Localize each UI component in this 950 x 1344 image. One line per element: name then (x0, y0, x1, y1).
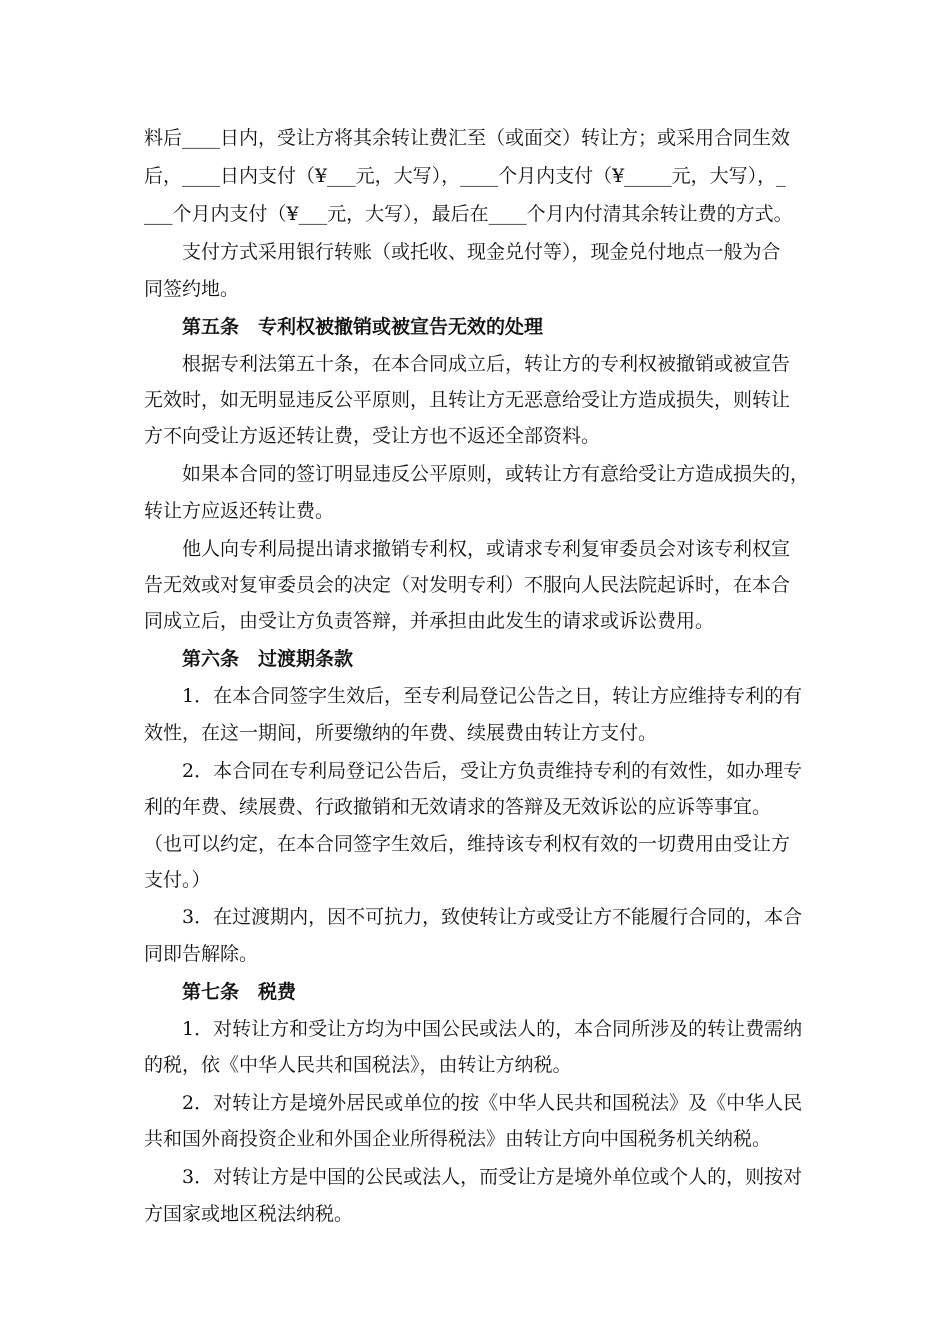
text-line: 的税，依《中华人民共和国税法》，由转让方纳税。 (144, 1054, 572, 1076)
text-line: 3．对转让方是中国的公民或法人，而受让方是境外单位或个人的，则按对 (182, 1166, 803, 1188)
text-line: 效性，在这一期间，所要缴纳的年费、续展费由转让方支付。 (144, 722, 658, 744)
text-line: 方不向受让方返还转让费，受让方也不返还全部资料。 (144, 425, 601, 447)
text-line: 同即告解除。 (144, 943, 259, 965)
text-line: 告无效或对复审委员会的决定（对发明专利）不服向人民法院起诉时，在本合 (144, 574, 791, 596)
text-line: 支付方式采用银行转账（或托收、现金兑付等），现金兑付地点一般为合 (182, 241, 781, 263)
text-line: 利的年费、续展费、行政撤销和无效请求的答辩及无效诉讼的应诉等事宜。 (144, 796, 772, 818)
text-line: 方国家或地区税法纳税。 (144, 1203, 354, 1225)
text-line: 后，____日内支付（¥___元，大写），____个月内支付（¥_____元，大写），_ (144, 165, 786, 187)
text-line: 同签约地。 (144, 278, 240, 300)
article-heading: 第七条 税费 (182, 981, 297, 1003)
text-line: ___个月内支付（¥___元，大写），最后在____个月内付清其余转让费的方式。 (144, 203, 793, 225)
text-line: 根据专利法第五十条，在本合同成立后，转让方的专利权被撤销或被宣告 (182, 353, 791, 375)
text-line: 无效时，如无明显违反公平原则，且转让方无恶意给受让方造成损失，则转让 (144, 389, 791, 411)
text-line: 2．本合同在专利局登记公告后，受让方负责维持专利的有效性，如办理专 (182, 760, 803, 782)
text-line: 1．在本合同签字生效后，至专利局登记公告之日，转让方应维持专利的有 (182, 685, 803, 707)
text-line: 3．在过渡期内，因不可抗力，致使转让方或受让方不能履行合同的，本合 (182, 906, 803, 928)
text-line: 如果本合同的签订明显违反公平原则，或转让方有意给受让方造成损失的， (182, 463, 810, 485)
text-line: 支付。） (144, 869, 211, 891)
text-line: 同成立后，由受让方负责答辩，并承担由此发生的请求或诉讼费用。 (144, 610, 715, 632)
text-line: 转让方应返还转让费。 (144, 500, 335, 522)
text-line: 他人向专利局提出请求撤销专利权，或请求专利复审委员会对该专利权宣 (182, 538, 791, 560)
article-heading: 第五条 专利权被撤销或被宣告无效的处理 (182, 316, 544, 338)
text-line: 料后____日内，受让方将其余转让费汇至（或面交）转让方；或采用合同生效 (144, 127, 791, 149)
article-heading: 第六条 过渡期条款 (182, 648, 354, 670)
text-line: （也可以约定，在本合同签字生效后，维持该专利权有效的一切费用由受让方 (144, 833, 791, 855)
text-line: 1．对转让方和受让方均为中国公民或法人的，本合同所涉及的转让费需纳 (182, 1018, 803, 1040)
text-line: 共和国外商投资企业和外国企业所得税法》由转让方向中国税务机关纳税。 (144, 1128, 772, 1150)
text-line: 2．对转让方是境外居民或单位的按《中华人民共和国税法》及《中华人民 (182, 1092, 803, 1114)
